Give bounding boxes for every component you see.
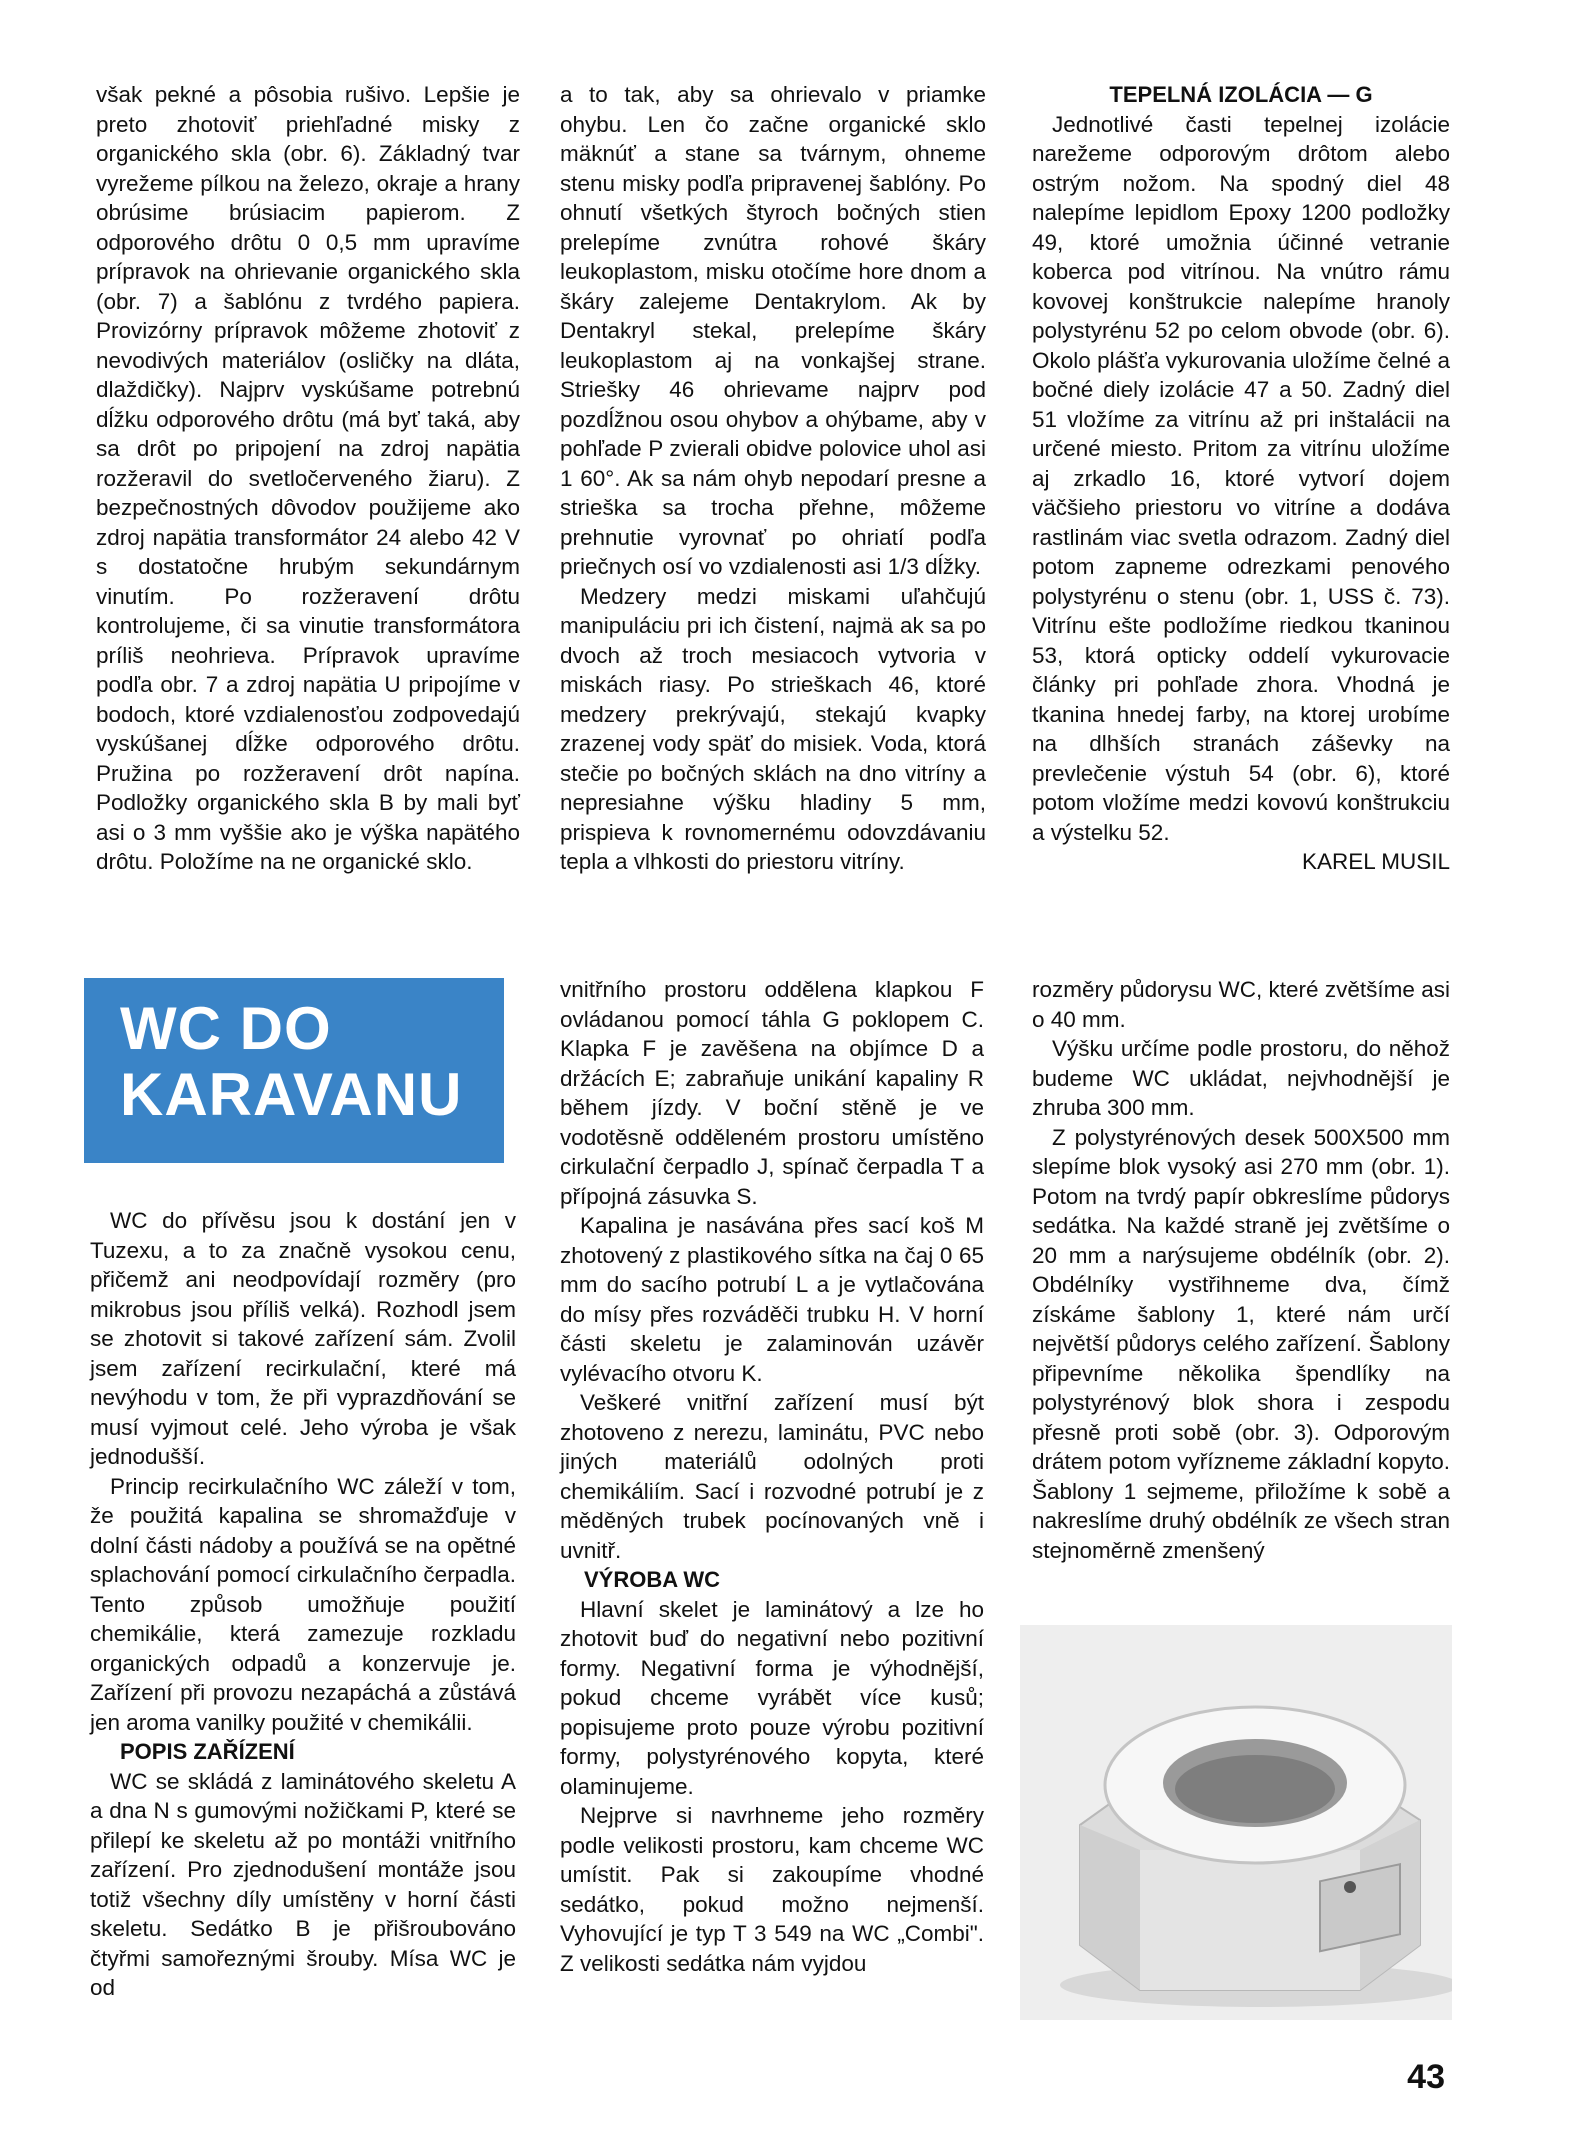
wc-photo — [1020, 1625, 1452, 2020]
article-column-1 — [90, 1206, 516, 2003]
paragraph: Z polystyrénových desek 500X500 mm slepíme blok vysoký asi 270 mm (obr. 1). Potom na tvrdý papír obkreslíme půdorys sedátka. Na každé straně jej zvětšíme o 20 mm a narýsujeme obdélník (obr. 2). Obdélníky vystřihneme dva, čímž získáme šablony 1, které nám určí největší půdorys celého zařízení. Šablony připevníme několika špendlíky na polystyrénový blok shora i zespodu přesně proti sobě (obr. 3). Odporovým drátem potom vyřízneme základní kopyto. Šablony 1 sejmeme, přiložíme k sobě a nakreslíme druhý obdélník ze všech stran stejnoměrně zmenšený — [1032, 1124, 1450, 1563]
section-heading: TEPELNÁ IZOLÁCIA — G — [1109, 82, 1373, 107]
article-title-line-1: WC DO — [120, 995, 332, 1062]
wc-photo-illustration — [1020, 1625, 1452, 2020]
top-column-2 — [560, 80, 986, 877]
paragraph: Medzery medzi miskami uľahčujú manipuláciu pri ich čistení, najmä ak sa po dvoch až troch mesiacoch vytvoria v miskách riasy. Po strieškach 46, ktoré medzery prekrývajú, stekajú kvapky zrazenej vody späť do misiek. Voda, ktorá stečie po bočných sklách na dno vitríny a nepresiahne výšku hladiny 5 mm, prispieva k rovnomernému odovzdávaniu tepla a vlhkosti do priestoru vitríny. — [560, 583, 986, 874]
article-column-2 — [560, 975, 984, 1978]
section-heading: POPIS ZAŘÍZENÍ — [120, 1739, 295, 1764]
paragraph: a to tak, aby sa ohrievalo v priamke ohybu. Len čo začne organické sklo mäknúť a stane sa tvárnym, ohneme stenu misky podľa pripravenej šablóny. Po ohnutí všetkých štyroch bočných stien prelepíme zvnútra rohové škáry leukoplastom, misku otočíme hore dnom a škáry zalejeme Dentakrylom. Ak by Dentakryl stekal, prelepíme škáry leukoplastom aj na vonkajšej strane. Striešky 46 ohrievame najprv pod pozdĺžnou osou ohybov a ohýbame, aby v pohľade P zvierali obidve polovice uhol asi 1 60°. Ak sa nám ohyb nepodarí presne a strieška sa trocha přehne, môžeme prehnutie vyrovnať po ohriatí podľa priečnych osí vo vzdialenosti asi 1/3 dĺžky. — [560, 82, 986, 579]
paragraph: Veškeré vnitřní zařízení musí být zhotoveno z nerezu, laminátu, PVC nebo jiných materiálů odolných proti chemikáliím. Sací i rozvodné potrubí je z měděných trubek pocínovaných vně i uvnitř. — [560, 1390, 984, 1563]
paragraph: však pekné a pôsobia rušivo. Lepšie je preto zhotoviť priehľadné misky z organického skla (obr. 6). Základný tvar vyrežeme pílkou na železo, okraje a hrany obrúsime brúsiacim papierom. Z odporového drôtu 0 0,5 mm upravíme prípravok na ohrievanie organického skla (obr. 7) a šablónu z tvrdého papiera. Provizórny prípravok môžeme zhotoviť z nevodivých materiálov (osličky na dláta, dlaždičky). Najprv vyskúšame potrebnú dĺžku odporového drôtu (má byť taká, aby sa drôt po pripojení na zdroj napätia rozžeravil do svetločerveného žiaru). Z bezpečnostných dôvodov použijeme ako zdroj napätia transformátor 24 alebo 42 V s dostatočne hrubým sekundárnym vinutím. Po rozžeravení drôtu kontrolujeme, či sa vinutie transformátora príliš neohrieva. Prípravok upravíme podľa obr. 7 a zdroj napätia U pripojíme v bodoch, ktoré vzdialenosťou zodpovedajú vyskúšanej dĺžke odporového drôtu. Pružina po rozžeravení drôt napína. Podložky organického skla B by mali byť asi o 3 mm vyššie ako je výška napätého drôtu. Položíme na ne organické sklo. — [96, 82, 520, 874]
paragraph: Kapalina je nasávána přes sací koš M zhotovený z plastikového sítka na čaj 0 65 mm do sacího potrubí L a je vytlačována do mísy přes rozváděči trubku H. V horní části skeletu je zalaminován uzávěr vylévacího otvoru K. — [560, 1213, 984, 1386]
paragraph: Hlavní skelet je laminátový a lze ho zhotovit buď do negativní nebo pozitivní formy. Negativní forma je výhodnější, pokud chceme vyrábět více kusů; popisujeme proto pouze výrobu pozitivní formy, polystyrénového kopyta, které olaminujeme. — [560, 1596, 984, 1799]
paragraph: Princip recirkulačního WC záleží v tom, že použitá kapalina se shromažďuje v dolní části nádoby a používá se na opětné splachování pomocí cirkulačního čerpadla. Tento způsob umožňuje použití chemikálie, která zamezuje rozkladu organických odpadů a konzervuje je. Zařízení při provozu nezapáchá a zůstává jen aroma vanilky použité v chemikálii. — [90, 1473, 516, 1735]
paragraph: WC do přívěsu jsou k dostání jen v Tuzexu, a to za značně vysokou cenu, přičemž ani neodpovídají rozměry (pro mikrobus jsou příliš velká). Rozhodl jsem se zhotovit si takové zařízení sám. Zvolil jsem zařízení recirkulační, které má nevýhodu v tom, že při vyprazdňování se musí vyjmout celé. Jeho výroba je však jednodušší. — [90, 1208, 516, 1469]
page-number: 43 — [1407, 2058, 1445, 2096]
top-column-3 — [1032, 80, 1450, 877]
article-column-3 — [1032, 975, 1450, 1565]
paragraph: rozměry půdorysu WC, které zvětšíme asi o 40 mm. — [1032, 977, 1450, 1032]
paragraph: Jednotlivé časti tepelnej izolácie narežeme odporovým drôtom alebo ostrým nožom. Na spodný diel 48 nalepíme lepidlom Epoxy 1200 podložky 49, ktoré umožnia účinné vetranie koberca pod vitrínou. Na vnútro rámu kovovej konštrukcie nalepíme hranoly polystyrénu 52 po celom obvode (obr. 6). Okolo plášťa vykurovania uložíme čelné a bočné diely izolácie 47 a 50. Zadný diel 51 vložíme za vitrínu až pri inštalácii na určené miesto. Pritom za vitrínu uložíme aj zrkadlo 16, ktoré vytvorí dojem väčšieho priestoru vo vitríne a dodáva rastlinám viac svetla odrazom. Zadný diel potom zapneme odrezkami penového polystyrénu o stenu (obr. 1, USS č. 73). Vitrínu ešte podložíme riedkou tkaninou 53, ktorá opticky oddelí vykurovacie články pri pohľade zhora. Vhodná je tkanina hnedej farby, na ktorej urobíme na dlhších stranách záševky na prevlečenie výstuh 54 (obr. 6), ktoré potom vložíme medzi kovovú konštrukciu a výstelku 52. — [1032, 111, 1450, 845]
author-signature: KAREL MUSIL — [1302, 849, 1450, 874]
paragraph: Nejprve si navrhneme jeho rozměry podle velikosti prostoru, kam chceme WC umístit. Pak si zakoupíme vhodné sedátko, pokud možno nejmenší. Vyhovující je typ T 3 549 na WC „Combi". Z velikosti sedátka nám vyjdou — [560, 1803, 984, 1976]
article-title-box — [84, 978, 504, 1163]
section-heading: VÝROBA WC — [584, 1567, 721, 1592]
article-title-line-2: KARAVANU — [120, 1061, 463, 1128]
paragraph: WC se skládá z laminátového skeletu A a dna N s gumovými nožičkami P, které se přilepí ke skeletu až po montáži vnitřního zařízení. Pro zjednodušení montáže jsou totiž všechny díly umístěny v horní části skeletu. Sedátko B je přišroubováno čtyřmi samořeznými šrouby. Mísa WC je od — [90, 1768, 516, 2000]
paragraph: vnitřního prostoru oddělena klapkou F ovládanou pomocí táhla G poklopem C. Klapka F je zavěšena na objímce D a držácích E; zabraňuje unikání kapaliny R během jízdy. V boční stěně je ve vodotěsně odděleném prostoru umístěno cirkulační čerpadlo J, spínač čerpadla T a přípojná zásuvka S. — [560, 977, 984, 1209]
paragraph: Výšku určíme podle prostoru, do něhož budeme WC ukládat, nejvhodnější je zhruba 300 mm. — [1032, 1036, 1450, 1120]
article-title — [84, 978, 504, 1128]
top-column-1 — [96, 80, 520, 877]
